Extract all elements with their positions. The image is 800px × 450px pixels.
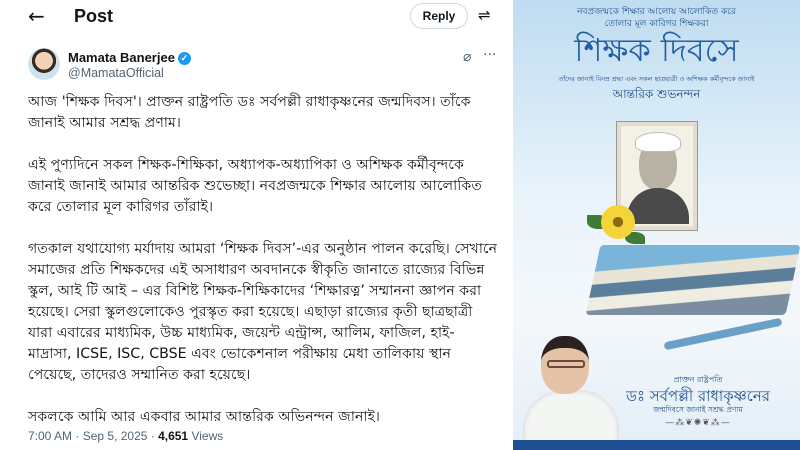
poster-subtitle: তাঁদের জানাই বিনম্র শ্রদ্ধা এবং সকল ছাত্রছাত্রী ও অশিক্ষক কর্মীবৃন্দকে জানাই xyxy=(558,75,755,83)
teachers-day-poster xyxy=(510,0,800,450)
reply-button[interactable]: Reply xyxy=(410,3,468,29)
post-paragraph: এই পুণ্যদিনে সকল শিক্ষক-শিক্ষিকা, অধ্যাপক-অধ্যাপিকা ও অশিক্ষক কর্মীবৃন্দকে জানাই জানাই আমার আন্তরিক শুভেচ্ছা। নবপ্রজন্মকে শিক্ষার আলোয় আলোকিত করে তোলার মূল কারিগর তাঁরাই। xyxy=(28,157,482,215)
author-handle[interactable]: @MamataOfficial xyxy=(68,66,164,80)
poster-tribute: জন্মদিবসে জানাই সশ্রদ্ধ প্রণাম xyxy=(653,405,743,414)
author-name[interactable] xyxy=(68,50,191,65)
post-paragraph: সকলকে আমি আর একবার আমার আন্তরিক অভিনন্দন জানাই। xyxy=(28,409,380,425)
post-body xyxy=(28,92,498,449)
grok-icon[interactable]: ⌀ xyxy=(463,49,472,65)
poster-top-line: নবপ্রজন্মকে শিক্ষার আলোয় আলোকিত করে তোলার মূল কারিগর শিক্ষকরা xyxy=(577,7,736,29)
poster-former-president: প্রাক্তন রাষ্ট্রপতি xyxy=(673,375,723,384)
portrait-turban xyxy=(635,132,681,152)
views-label: Views xyxy=(188,429,224,443)
avatar[interactable] xyxy=(28,48,60,80)
flower-icon xyxy=(601,205,635,239)
pen-illustration xyxy=(663,318,782,351)
back-arrow-icon[interactable]: ← xyxy=(28,4,45,28)
verified-badge-icon: ✓ xyxy=(178,52,191,65)
post-paragraph: গতকাল যথাযোগ্য মর্যাদায় আমরা ‘শিক্ষক দিবস’-এর অনুষ্ঠান পালন করেছি। সেখানে সমাজের প্রতি শিক্ষকদের এই অসাধারণ অবদানকে স্বীকৃতি জানাতে রাজ্যের বিভিন্ন স্কুল, আই টি আই – এর বিশিষ্ট শিক্ষক-শিক্ষিকাদের ‘শিক্ষারত্ন’ সম্মাননা জ্ঞাপন করা হয়েছে। সেরা স্কুলগুলোকেও পুরস্কৃত করা হয়েছে। এছাড়া রাজ্যের কৃতী ছাত্রছাত্রী যারা এবারের মাধ্যমিক, উচ্চ মাধ্যমিক, জয়েন্ট এন্ট্রান্স, আলিম, ফাজিল, হাই-মাদ্রাসা, ICSE, ISC, CBSE এবং ভোকেশনাল পরীক্ষায় মেধা তালিকায় স্থান পেয়েছে, তাদেরও সম্মানিত করা হয়েছে। xyxy=(28,241,498,383)
poster-title: শিক্ষক দিবসে xyxy=(574,31,739,69)
books-illustration xyxy=(586,245,800,315)
page-title: Post xyxy=(74,6,114,26)
post-meta xyxy=(28,429,223,443)
poster-greeting: আন্তরিক শুভনন্দন xyxy=(612,87,701,101)
post-paragraph: আজ 'শিক্ষক দিবস'। প্রাক্তন রাষ্ট্রপতি ডঃ সর্বপল্লী রাধাকৃষ্ণনের জন্মদিবস। তাঁকে জানাই আমার সশ্রদ্ধ প্রণাম। xyxy=(28,94,471,131)
glasses-icon xyxy=(547,360,585,368)
sliders-icon[interactable]: ⇌ xyxy=(478,6,491,24)
top-bar xyxy=(0,0,508,34)
poster-name: ডঃ সর্বপল্লী রাধাকৃষ্ণনের xyxy=(625,387,771,405)
portrait-coat xyxy=(627,188,689,224)
author-name-text[interactable]: Mamata Banerjee xyxy=(68,50,175,65)
more-options-icon[interactable]: ··· xyxy=(483,47,497,63)
poster-bottom-band xyxy=(513,440,800,450)
post-timestamp[interactable]: 7:00 AM · Sep 5, 2025 · xyxy=(28,429,159,443)
ornament-divider: —⁂❦✺❦⁂— xyxy=(665,418,731,428)
views-count: 4,651 xyxy=(158,429,189,443)
